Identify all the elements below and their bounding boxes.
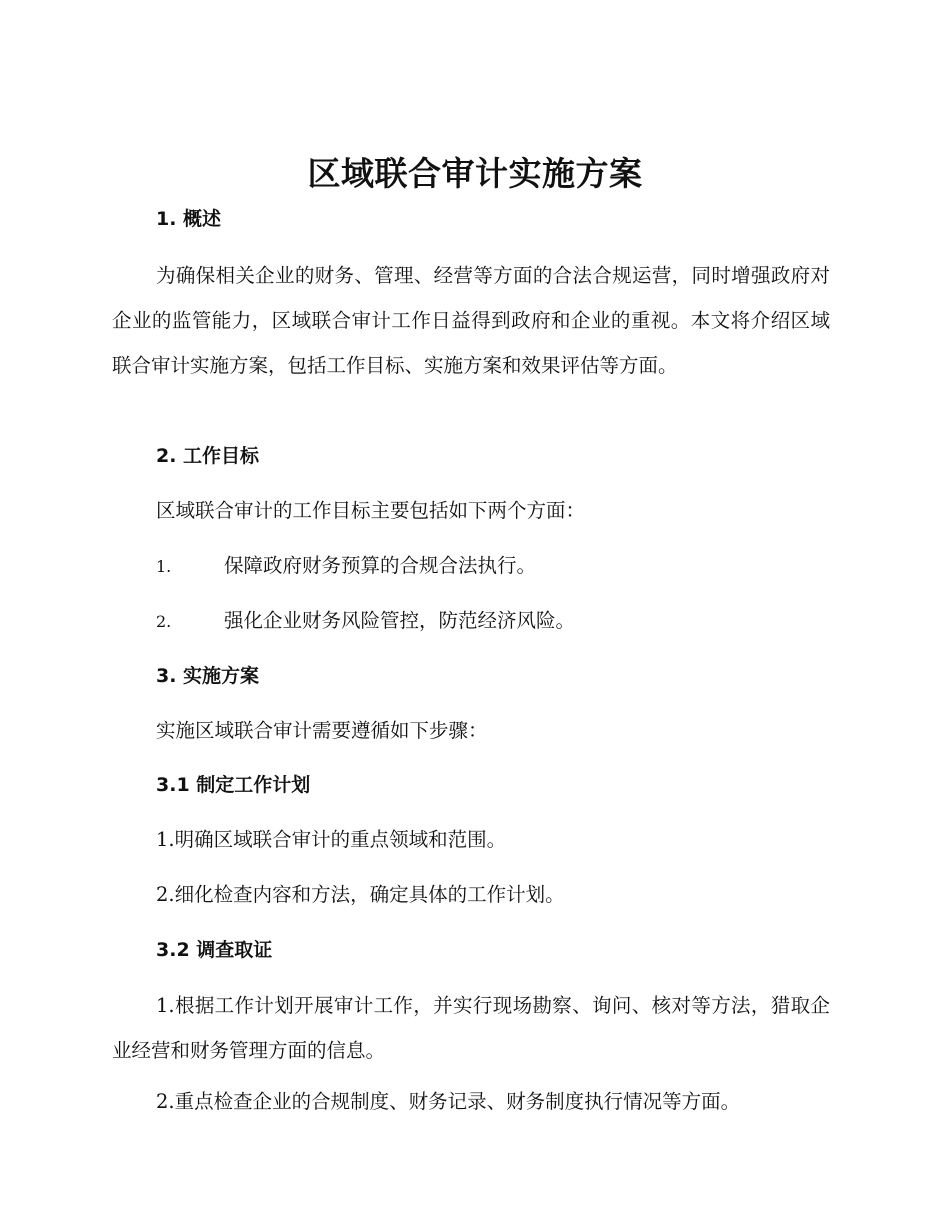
list-number: 2. — [156, 612, 172, 631]
plan-3-2-paragraph-1: 1.根据工作计划开展审计工作，并实行现场勘察、询问、核对等方法，猎取企业经营和财务管理方面的信息。 — [112, 994, 830, 1062]
section-heading-plan: 3. 实施方案 — [156, 665, 260, 687]
goals-list-item-1 — [156, 551, 536, 582]
subsection-heading-3-2: 3.2 调查取证 — [156, 939, 273, 961]
goals-list-item-2 — [156, 606, 575, 637]
list-text: 保障政府财务预算的合规合法执行。 — [224, 554, 537, 577]
subsection-heading-3-1: 3.1 制定工作计划 — [156, 774, 311, 796]
overview-paragraph: 为确保相关企业的财务、管理、经营等方面的合法合规运营，同时增强政府对企业的监管能力，区域联合审计工作日益得到政府和企业的重视。本文将介绍区域联合审计实施方案，包括工作目标、实施方案和效果评估等方面。 — [112, 264, 830, 377]
section-heading-goals: 2. 工作目标 — [156, 445, 260, 467]
plan-intro: 实施区域联合审计需要遵循如下步骤： — [156, 719, 488, 742]
goals-intro: 区域联合审计的工作目标主要包括如下两个方面： — [156, 499, 586, 522]
plan-3-1-line-1: 1.明确区域联合审计的重点领域和范围。 — [156, 828, 507, 851]
document-title: 区域联合审计实施方案 — [307, 154, 643, 193]
list-number: 1. — [156, 557, 172, 576]
plan-3-1-line-2: 2.细化检查内容和方法，确定具体的工作计划。 — [156, 883, 565, 906]
section-heading-overview: 1. 概述 — [156, 208, 222, 230]
plan-3-2-paragraph-2: 2.重点检查企业的合规制度、财务记录、财务制度执行情况等方面。 — [156, 1090, 741, 1113]
list-text: 强化企业财务风险管控，防范经济风险。 — [224, 609, 576, 632]
